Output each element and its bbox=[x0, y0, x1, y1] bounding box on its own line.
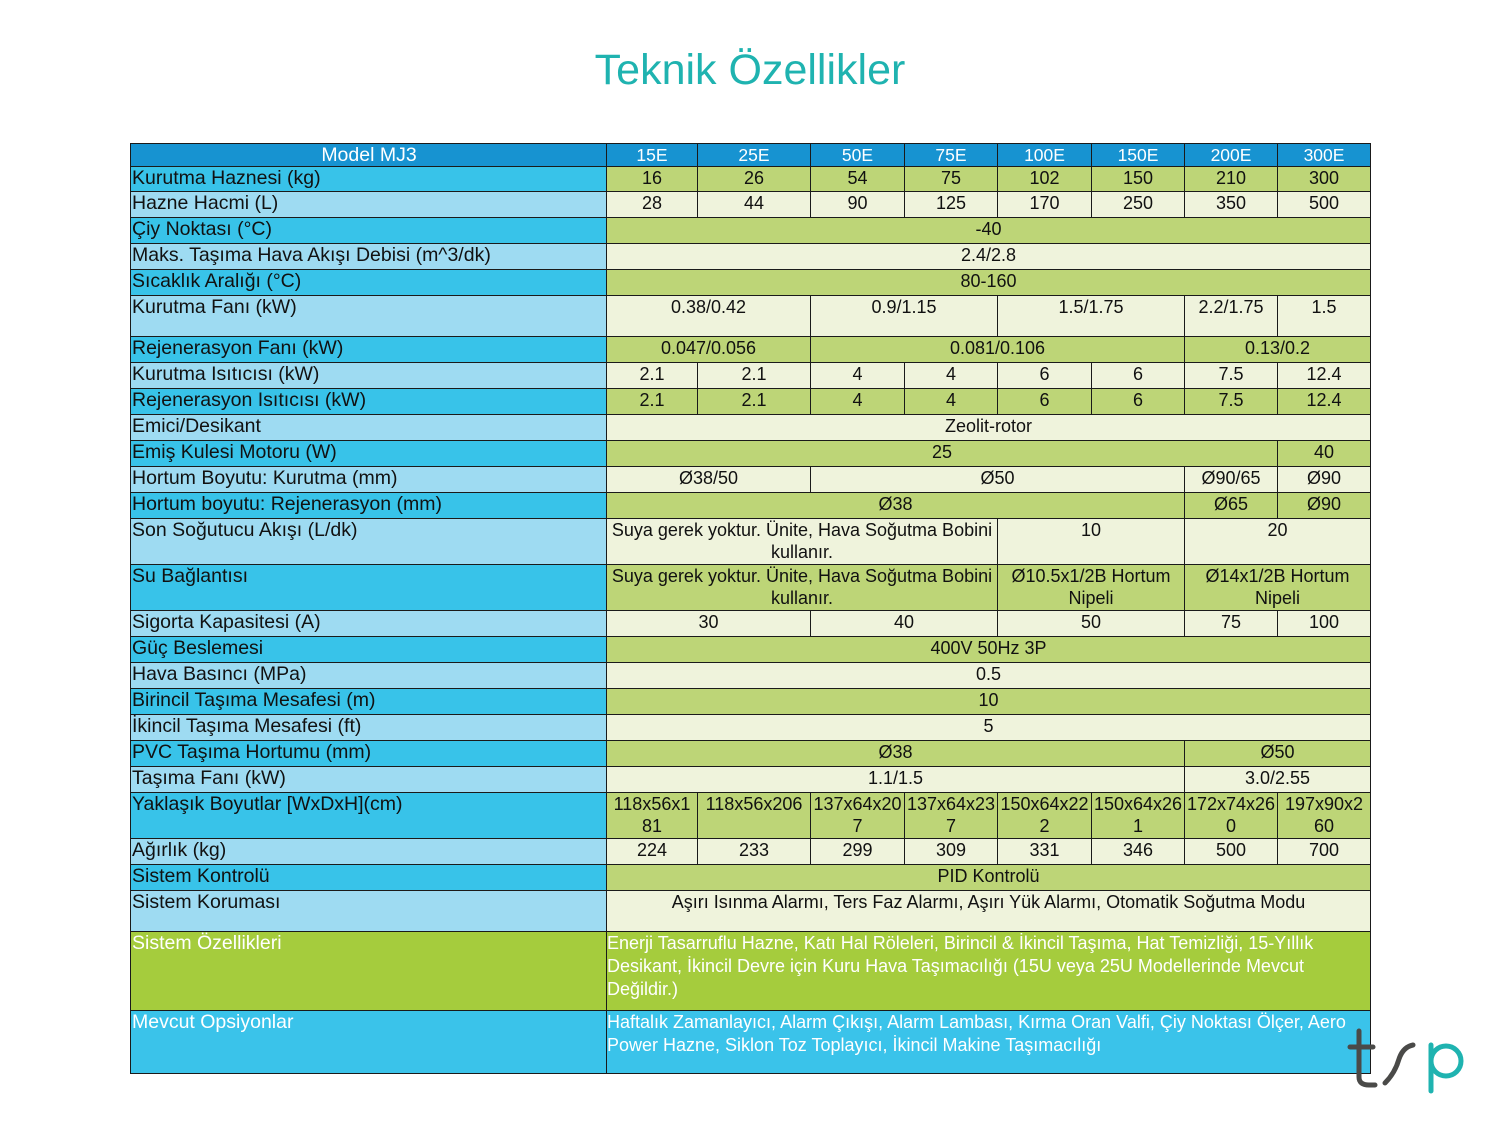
row-label: Yaklaşık Boyutlar [WxDxH](cm) bbox=[131, 793, 607, 839]
table-cell: 700 bbox=[1278, 839, 1371, 865]
table-cell: 28 bbox=[607, 192, 698, 218]
model-50e: 50E bbox=[811, 144, 905, 167]
table-cell: Ø90 bbox=[1278, 467, 1371, 493]
table-cell: 5 bbox=[607, 715, 1371, 741]
table-cell: 10 bbox=[607, 689, 1371, 715]
row-label: Sigorta Kapasitesi (A) bbox=[131, 611, 607, 637]
table-cell: 25 bbox=[607, 441, 1278, 467]
table-cell: 4 bbox=[811, 363, 905, 389]
table-cell: 6 bbox=[1092, 389, 1185, 415]
table-cell: 250 bbox=[1092, 192, 1185, 218]
row-label: Kurutma Fanı (kW) bbox=[131, 296, 607, 337]
row-label: Rejenerasyon Fanı (kW) bbox=[131, 337, 607, 363]
model-75e: 75E bbox=[905, 144, 998, 167]
table-cell: 20 bbox=[1185, 519, 1371, 565]
table-row bbox=[131, 565, 1371, 611]
table-row bbox=[131, 218, 1371, 244]
table-row bbox=[131, 270, 1371, 296]
table-cell: 1.5/1.75 bbox=[998, 296, 1185, 337]
row-label: Rejenerasyon Isıtıcısı (kW) bbox=[131, 389, 607, 415]
table-cell: 331 bbox=[998, 839, 1092, 865]
spec-table bbox=[130, 143, 1371, 1074]
table-cell: 30 bbox=[607, 611, 811, 637]
row-label: Kurutma Haznesi (kg) bbox=[131, 167, 607, 192]
table-cell: 12.4 bbox=[1278, 389, 1371, 415]
row-label: Emici/Desikant bbox=[131, 415, 607, 441]
table-cell: 10 bbox=[998, 519, 1185, 565]
table-cell: 2.1 bbox=[698, 363, 811, 389]
table-row bbox=[131, 244, 1371, 270]
table-row bbox=[131, 932, 1371, 1011]
table-cell: 75 bbox=[905, 167, 998, 192]
row-label: İkincil Taşıma Mesafesi (ft) bbox=[131, 715, 607, 741]
table-cell: 16 bbox=[607, 167, 698, 192]
table-cell: Suya gerek yoktur. Ünite, Hava Soğutma Bobini kullanır. bbox=[607, 565, 998, 611]
table-row bbox=[131, 611, 1371, 637]
table-cell: 54 bbox=[811, 167, 905, 192]
row-label: Birincil Taşıma Mesafesi (m) bbox=[131, 689, 607, 715]
table-cell: Haftalık Zamanlayıcı, Alarm Çıkışı, Alarm Lambası, Kırma Oran Valfi, Çiy Noktası Ölçer, Aero Power Hazne, Siklon Toz Toplayıcı, İkincil Makine Taşımacılığı bbox=[607, 1011, 1371, 1074]
table-cell: 4 bbox=[905, 389, 998, 415]
table-cell: 224 bbox=[607, 839, 698, 865]
table-cell: 40 bbox=[1278, 441, 1371, 467]
table-cell: 197x90x2 60 bbox=[1278, 793, 1371, 839]
table-cell: 299 bbox=[811, 839, 905, 865]
table-cell: 0.13/0.2 bbox=[1185, 337, 1371, 363]
table-row bbox=[131, 192, 1371, 218]
table-cell: 0.047/0.056 bbox=[607, 337, 811, 363]
row-label: Maks. Taşıma Hava Akışı Debisi (m^3/dk) bbox=[131, 244, 607, 270]
table-cell: Suya gerek yoktur. Ünite, Hava Soğutma Bobini kullanır. bbox=[607, 519, 998, 565]
model-150e: 150E bbox=[1092, 144, 1185, 167]
tsp-logo bbox=[1345, 1025, 1470, 1095]
table-cell: Ø65 bbox=[1185, 493, 1278, 519]
table-cell: 102 bbox=[998, 167, 1092, 192]
table-row bbox=[131, 519, 1371, 565]
table-cell: 137x64x23 7 bbox=[905, 793, 998, 839]
table-cell: 7.5 bbox=[1185, 389, 1278, 415]
table-cell: 346 bbox=[1092, 839, 1185, 865]
table-cell: 172x74x26 0 bbox=[1185, 793, 1278, 839]
table-row bbox=[131, 415, 1371, 441]
table-row bbox=[131, 839, 1371, 865]
row-label: Taşıma Fanı (kW) bbox=[131, 767, 607, 793]
table-cell: 6 bbox=[998, 363, 1092, 389]
table-cell: 118x56x206 bbox=[698, 793, 811, 839]
table-cell: 2.2/1.75 bbox=[1185, 296, 1278, 337]
table-cell: 0.5 bbox=[607, 663, 1371, 689]
table-cell: 40 bbox=[811, 611, 998, 637]
table-row bbox=[131, 296, 1371, 337]
table-row bbox=[131, 637, 1371, 663]
table-cell: PID Kontrolü bbox=[607, 865, 1371, 891]
table-cell: 125 bbox=[905, 192, 998, 218]
model-15e: 15E bbox=[607, 144, 698, 167]
table-row bbox=[131, 467, 1371, 493]
table-cell: 150x64x22 2 bbox=[998, 793, 1092, 839]
table-cell: Ø50 bbox=[1185, 741, 1371, 767]
table-cell: 170 bbox=[998, 192, 1092, 218]
table-cell: 1.1/1.5 bbox=[607, 767, 1185, 793]
row-label: Son Soğutucu Akışı (L/dk) bbox=[131, 519, 607, 565]
row-label: Güç Beslemesi bbox=[131, 637, 607, 663]
table-cell: Ø50 bbox=[811, 467, 1185, 493]
model-200e: 200E bbox=[1185, 144, 1278, 167]
table-cell: 90 bbox=[811, 192, 905, 218]
row-label: Sistem Kontrolü bbox=[131, 865, 607, 891]
table-row bbox=[131, 337, 1371, 363]
table-row bbox=[131, 167, 1371, 192]
row-label: Mevcut Opsiyonlar bbox=[131, 1011, 607, 1074]
table-row bbox=[131, 441, 1371, 467]
table-cell: Ø14x1/2B Hortum Nipeli bbox=[1185, 565, 1371, 611]
table-row bbox=[131, 689, 1371, 715]
table-cell: 233 bbox=[698, 839, 811, 865]
table-cell: 400V 50Hz 3P bbox=[607, 637, 1371, 663]
table-row bbox=[131, 891, 1371, 932]
page-title: Teknik Özellikler bbox=[594, 46, 906, 94]
table-row bbox=[131, 363, 1371, 389]
row-label: Hazne Hacmi (L) bbox=[131, 192, 607, 218]
table-cell: 6 bbox=[1092, 363, 1185, 389]
table-row bbox=[131, 663, 1371, 689]
table-cell: 3.0/2.55 bbox=[1185, 767, 1371, 793]
table-cell: 100 bbox=[1278, 611, 1371, 637]
table-row bbox=[131, 715, 1371, 741]
table-cell: 12.4 bbox=[1278, 363, 1371, 389]
table-cell: 137x64x20 7 bbox=[811, 793, 905, 839]
model-100e: 100E bbox=[998, 144, 1092, 167]
table-cell: Ø38 bbox=[607, 493, 1185, 519]
model-300e: 300E bbox=[1278, 144, 1371, 167]
row-label: Kurutma Isıtıcısı (kW) bbox=[131, 363, 607, 389]
table-cell: 26 bbox=[698, 167, 811, 192]
table-row bbox=[131, 793, 1371, 839]
table-row bbox=[131, 493, 1371, 519]
table-cell: Zeolit-rotor bbox=[607, 415, 1371, 441]
row-label: Su Bağlantısı bbox=[131, 565, 607, 611]
row-label: Sistem Özellikleri bbox=[131, 932, 607, 1011]
table-cell: 0.9/1.15 bbox=[811, 296, 998, 337]
table-cell: 1.5 bbox=[1278, 296, 1371, 337]
table-cell: Enerji Tasarruflu Hazne, Katı Hal Röleleri, Birincil & İkincil Taşıma, Hat Temizliği, 15-Yıllık Desikant, İkincil Devre için Kuru Hava Taşımacılığı (15U veya 25U Modellerinde Mevcut Değildir.) bbox=[607, 932, 1371, 1011]
table-cell: 80-160 bbox=[607, 270, 1371, 296]
table-cell: 2.1 bbox=[607, 363, 698, 389]
row-label: Hortum boyutu: Rejenerasyon (mm) bbox=[131, 493, 607, 519]
header-label: Model MJ3 bbox=[131, 144, 607, 167]
table-cell: Ø10.5x1/2B Hortum Nipeli bbox=[998, 565, 1185, 611]
table-cell: 350 bbox=[1185, 192, 1278, 218]
table-cell: 4 bbox=[905, 363, 998, 389]
table-cell: 75 bbox=[1185, 611, 1278, 637]
row-label: Sıcaklık Aralığı (°C) bbox=[131, 270, 607, 296]
row-label: PVC Taşıma Hortumu (mm) bbox=[131, 741, 607, 767]
table-cell: 500 bbox=[1278, 192, 1371, 218]
table-cell: -40 bbox=[607, 218, 1371, 244]
table-cell: Ø90/65 bbox=[1185, 467, 1278, 493]
table-cell: Ø90 bbox=[1278, 493, 1371, 519]
table-row bbox=[131, 1011, 1371, 1074]
table-header-row bbox=[131, 144, 1371, 167]
table-cell: 309 bbox=[905, 839, 998, 865]
table-cell: 4 bbox=[811, 389, 905, 415]
row-label: Hortum Boyutu: Kurutma (mm) bbox=[131, 467, 607, 493]
table-cell: 50 bbox=[998, 611, 1185, 637]
table-cell: 300 bbox=[1278, 167, 1371, 192]
table-cell: Aşırı Isınma Alarmı, Ters Faz Alarmı, Aşırı Yük Alarmı, Otomatik Soğutma Modu bbox=[607, 891, 1371, 932]
row-label: Emiş Kulesi Motoru (W) bbox=[131, 441, 607, 467]
table-cell: 2.4/2.8 bbox=[607, 244, 1371, 270]
table-cell: 0.38/0.42 bbox=[607, 296, 811, 337]
table-cell: 500 bbox=[1185, 839, 1278, 865]
table-row bbox=[131, 741, 1371, 767]
table-cell: 150x64x26 1 bbox=[1092, 793, 1185, 839]
table-cell: 150 bbox=[1092, 167, 1185, 192]
table-cell: Ø38 bbox=[607, 741, 1185, 767]
row-label: Ağırlık (kg) bbox=[131, 839, 607, 865]
table-cell: 210 bbox=[1185, 167, 1278, 192]
row-label: Sistem Koruması bbox=[131, 891, 607, 932]
table-cell: 118x56x1 81 bbox=[607, 793, 698, 839]
table-cell: Ø38/50 bbox=[607, 467, 811, 493]
table-cell: 6 bbox=[998, 389, 1092, 415]
table-row bbox=[131, 389, 1371, 415]
model-25e: 25E bbox=[698, 144, 811, 167]
table-cell: 0.081/0.106 bbox=[811, 337, 1185, 363]
table-row bbox=[131, 767, 1371, 793]
table-cell: 2.1 bbox=[698, 389, 811, 415]
table-cell: 2.1 bbox=[607, 389, 698, 415]
row-label: Hava Basıncı (MPa) bbox=[131, 663, 607, 689]
table-row bbox=[131, 865, 1371, 891]
row-label: Çiy Noktası (°C) bbox=[131, 218, 607, 244]
table-cell: 44 bbox=[698, 192, 811, 218]
table-cell: 7.5 bbox=[1185, 363, 1278, 389]
